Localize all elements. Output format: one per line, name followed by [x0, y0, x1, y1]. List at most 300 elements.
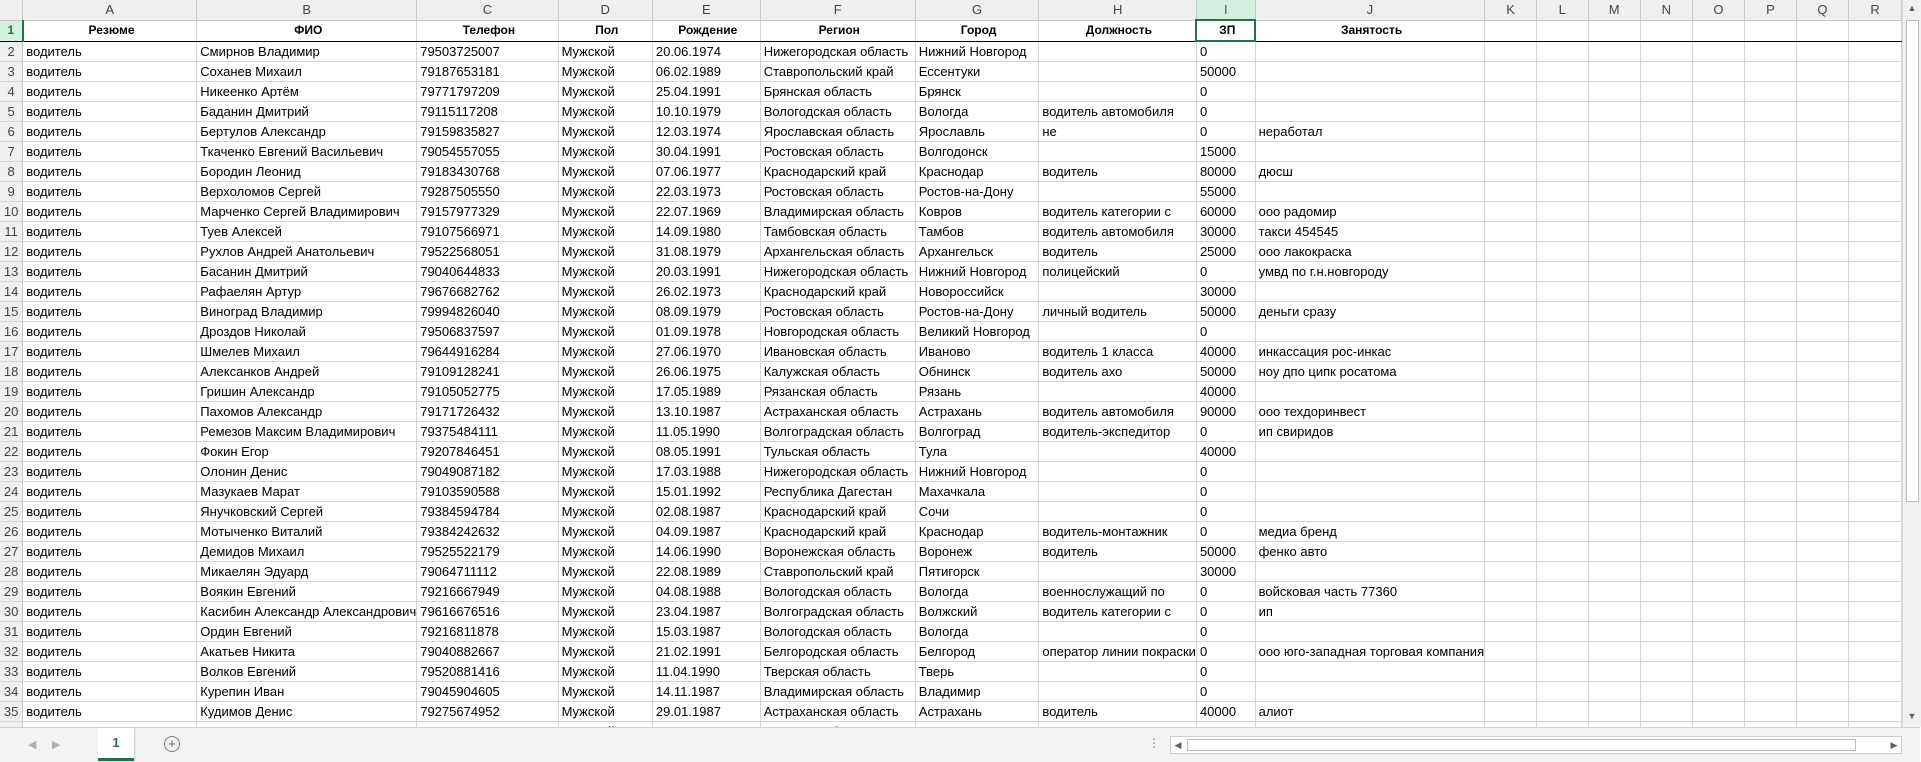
scroll-down-icon[interactable]: ▼ [1907, 711, 1917, 721]
cell[interactable]: инкассация рос-инкас [1255, 342, 1485, 362]
empty-cell[interactable] [1588, 702, 1640, 722]
empty-cell[interactable] [1796, 142, 1848, 162]
cell[interactable]: Басанин Дмитрий [197, 262, 417, 282]
empty-cell[interactable] [1692, 382, 1744, 402]
horizontal-scrollbar[interactable] [1170, 736, 1902, 754]
cell[interactable]: Мужской [558, 82, 652, 102]
cell[interactable]: Вологодская область [760, 622, 915, 642]
cell[interactable]: 0 [1196, 622, 1255, 642]
empty-cell[interactable] [1692, 242, 1744, 262]
cell[interactable]: водитель [23, 542, 197, 562]
cell[interactable]: Микаелян Эдуард [197, 562, 417, 582]
cell[interactable] [1039, 82, 1197, 102]
cell[interactable]: водитель [23, 402, 197, 422]
cell[interactable]: 02.08.1987 [652, 502, 760, 522]
cell[interactable] [1255, 682, 1485, 702]
empty-cell[interactable] [1692, 602, 1744, 622]
cell[interactable]: водитель [23, 242, 197, 262]
cell[interactable]: Мужской [558, 702, 652, 722]
header-cell[interactable]: Пол [558, 20, 652, 41]
empty-cell[interactable] [1485, 442, 1537, 462]
empty-cell[interactable] [1640, 442, 1692, 462]
empty-cell[interactable] [1745, 702, 1797, 722]
empty-cell[interactable] [1485, 682, 1537, 702]
empty-cell[interactable] [1485, 562, 1537, 582]
cell[interactable]: Мужской [558, 202, 652, 222]
empty-cell[interactable] [1796, 362, 1848, 382]
empty-cell[interactable] [1849, 562, 1902, 582]
empty-cell[interactable] [1745, 102, 1797, 122]
cell[interactable]: Ткаченко Евгений Васильевич [197, 142, 417, 162]
scroll-left-icon[interactable]: ◀ [1174, 740, 1182, 750]
cell[interactable]: Верхоломов Сергей [197, 182, 417, 202]
empty-cell[interactable] [1536, 342, 1588, 362]
cell[interactable]: 79040882667 [417, 642, 558, 662]
empty-cell[interactable] [1692, 262, 1744, 282]
cell[interactable]: водитель [23, 182, 197, 202]
empty-cell[interactable] [1692, 502, 1744, 522]
empty-cell[interactable] [1640, 102, 1692, 122]
cell[interactable] [1039, 142, 1197, 162]
cell[interactable]: Тверская область [760, 662, 915, 682]
cell[interactable] [1039, 182, 1197, 202]
cell[interactable]: 0 [1196, 322, 1255, 342]
cell[interactable]: водитель категории с [1039, 202, 1197, 222]
column-header-h[interactable]: H [1039, 0, 1197, 20]
empty-cell[interactable] [1536, 542, 1588, 562]
header-cell[interactable]: Занятость [1255, 20, 1485, 41]
empty-cell[interactable] [1745, 82, 1797, 102]
cell[interactable]: Мужской [558, 162, 652, 182]
cell[interactable]: Новороссийск [915, 282, 1039, 302]
cell[interactable]: 25000 [1196, 242, 1255, 262]
cell[interactable]: Волгодонск [915, 142, 1039, 162]
cell[interactable]: Кудимов Денис [197, 702, 417, 722]
empty-cell[interactable] [1796, 622, 1848, 642]
empty-cell[interactable] [1640, 162, 1692, 182]
empty-cell[interactable] [1796, 442, 1848, 462]
empty-cell[interactable] [1849, 222, 1902, 242]
cell[interactable]: Воронежская область [760, 542, 915, 562]
empty-cell[interactable] [1640, 182, 1692, 202]
empty-cell[interactable] [1536, 662, 1588, 682]
empty-cell[interactable] [1485, 62, 1537, 82]
empty-cell[interactable] [1849, 41, 1902, 62]
cell[interactable]: Белгород [915, 642, 1039, 662]
empty-cell[interactable] [1485, 102, 1537, 122]
cell[interactable]: ооо юго-западная торговая компания [1255, 642, 1485, 662]
empty-cell[interactable] [1640, 702, 1692, 722]
cell[interactable]: Ессентуки [915, 62, 1039, 82]
row-header[interactable]: 6 [0, 122, 23, 142]
cell[interactable]: водитель [23, 502, 197, 522]
empty-cell[interactable] [1849, 542, 1902, 562]
empty-cell[interactable] [1485, 522, 1537, 542]
empty-cell[interactable] [1692, 522, 1744, 542]
cell[interactable]: ооо лакокраска [1255, 242, 1485, 262]
empty-cell[interactable] [1796, 602, 1848, 622]
vertical-scroll-thumb[interactable] [1906, 20, 1919, 502]
empty-cell[interactable] [1485, 222, 1537, 242]
empty-cell[interactable] [1849, 402, 1902, 422]
cell[interactable]: Рязань [915, 382, 1039, 402]
cell[interactable]: водитель [1039, 242, 1197, 262]
row-header[interactable]: 17 [0, 342, 23, 362]
empty-cell[interactable] [1485, 122, 1537, 142]
cell[interactable]: Вологда [915, 582, 1039, 602]
row-header[interactable]: 13 [0, 262, 23, 282]
more-options-icon[interactable]: ⋮ [1148, 736, 1160, 750]
empty-cell[interactable] [1588, 122, 1640, 142]
cell[interactable]: водитель [23, 702, 197, 722]
empty-cell[interactable] [1745, 582, 1797, 602]
cell[interactable]: 79103590588 [417, 482, 558, 502]
cell[interactable]: Мужской [558, 62, 652, 82]
cell[interactable]: Нижегородская область [760, 462, 915, 482]
cell[interactable]: 15.01.1992 [652, 482, 760, 502]
empty-cell[interactable] [1485, 262, 1537, 282]
empty-cell[interactable] [1796, 122, 1848, 142]
empty-cell[interactable] [1745, 522, 1797, 542]
cell[interactable]: 31.08.1979 [652, 242, 760, 262]
empty-cell[interactable] [1849, 442, 1902, 462]
empty-cell[interactable] [1536, 462, 1588, 482]
cell[interactable]: Бертулов Александр [197, 122, 417, 142]
cell[interactable]: 79107566971 [417, 222, 558, 242]
cell[interactable]: 50000 [1196, 362, 1255, 382]
empty-cell[interactable] [1796, 522, 1848, 542]
column-header-e[interactable]: E [652, 0, 760, 20]
empty-cell[interactable] [1745, 662, 1797, 682]
empty-cell[interactable] [1796, 262, 1848, 282]
empty-cell[interactable] [1745, 302, 1797, 322]
cell[interactable]: 0 [1196, 602, 1255, 622]
empty-cell[interactable] [1485, 82, 1537, 102]
empty-cell[interactable] [1588, 322, 1640, 342]
cell[interactable]: полицейский [1039, 262, 1197, 282]
cell[interactable]: Воронеж [915, 542, 1039, 562]
empty-cell[interactable] [1796, 182, 1848, 202]
cell[interactable] [1039, 562, 1197, 582]
empty-cell[interactable] [1588, 282, 1640, 302]
cell[interactable]: Брянская область [760, 82, 915, 102]
empty-cell[interactable] [1640, 122, 1692, 142]
empty-cell[interactable] [1796, 62, 1848, 82]
column-header-m[interactable]: M [1588, 0, 1640, 20]
cell[interactable]: 60000 [1196, 202, 1255, 222]
cell[interactable]: водитель [23, 522, 197, 542]
empty-cell[interactable] [1796, 242, 1848, 262]
column-header-d[interactable]: D [558, 0, 652, 20]
cell[interactable]: 40000 [1196, 382, 1255, 402]
cell[interactable]: Мужской [558, 222, 652, 242]
empty-cell[interactable] [1692, 562, 1744, 582]
empty-cell[interactable] [1485, 41, 1537, 62]
row-header[interactable]: 20 [0, 402, 23, 422]
cell[interactable]: алиот [1255, 702, 1485, 722]
cell[interactable]: Ростовская область [760, 182, 915, 202]
cell[interactable] [1255, 82, 1485, 102]
empty-cell[interactable] [1796, 582, 1848, 602]
empty-cell[interactable] [1692, 222, 1744, 242]
row-header[interactable]: 12 [0, 242, 23, 262]
cell[interactable]: 79676682762 [417, 282, 558, 302]
empty-cell[interactable] [1692, 302, 1744, 322]
cell[interactable]: 79275674952 [417, 702, 558, 722]
cell[interactable]: Туев Алексей [197, 222, 417, 242]
empty-cell[interactable] [1849, 382, 1902, 402]
empty-cell[interactable] [1640, 522, 1692, 542]
cell[interactable]: Бородин Леонид [197, 162, 417, 182]
cell[interactable]: водитель категории с [1039, 602, 1197, 622]
header-cell[interactable]: Город [915, 20, 1039, 41]
select-all-corner[interactable] [0, 0, 23, 20]
cell[interactable] [1255, 322, 1485, 342]
cell[interactable]: водитель [23, 622, 197, 642]
cell[interactable]: такси 454545 [1255, 222, 1485, 242]
row-header[interactable]: 29 [0, 582, 23, 602]
first-sheet-icon[interactable]: ◀ [28, 739, 37, 751]
cell[interactable]: Сочи [915, 502, 1039, 522]
header-cell[interactable]: Должность [1039, 20, 1197, 41]
cell[interactable]: 14.11.1987 [652, 682, 760, 702]
scroll-right-icon[interactable]: ▶ [1890, 740, 1898, 750]
cell[interactable]: водитель [1039, 162, 1197, 182]
row-header[interactable]: 23 [0, 462, 23, 482]
cell[interactable]: 14.09.1980 [652, 222, 760, 242]
empty-cell[interactable] [1588, 62, 1640, 82]
cell[interactable]: Нижегородская область [760, 41, 915, 62]
cell[interactable]: Тамбовская область [760, 222, 915, 242]
row-header[interactable]: 16 [0, 322, 23, 342]
cell[interactable]: 50000 [1196, 302, 1255, 322]
empty-cell[interactable] [1692, 622, 1744, 642]
empty-cell[interactable] [1536, 41, 1588, 62]
empty-cell[interactable] [1849, 662, 1902, 682]
cell[interactable]: 79159835827 [417, 122, 558, 142]
empty-cell[interactable] [1796, 382, 1848, 402]
row-header[interactable]: 25 [0, 502, 23, 522]
empty-cell[interactable] [1692, 41, 1744, 62]
cell[interactable]: водитель [23, 342, 197, 362]
column-header-g[interactable]: G [915, 0, 1039, 20]
cell[interactable] [1255, 662, 1485, 682]
cell[interactable]: водитель автомобиля [1039, 402, 1197, 422]
cell[interactable]: водитель [23, 142, 197, 162]
cell[interactable]: водитель 1 класса [1039, 342, 1197, 362]
empty-cell[interactable] [1849, 642, 1902, 662]
empty-cell[interactable] [1536, 522, 1588, 542]
empty-cell[interactable] [1796, 482, 1848, 502]
cell[interactable]: Астрахань [915, 402, 1039, 422]
empty-cell[interactable] [1588, 242, 1640, 262]
empty-cell[interactable] [1640, 602, 1692, 622]
empty-cell[interactable] [1588, 102, 1640, 122]
empty-cell[interactable] [1640, 482, 1692, 502]
empty-cell[interactable] [1849, 122, 1902, 142]
empty-cell[interactable] [1536, 242, 1588, 262]
empty-cell[interactable] [1536, 502, 1588, 522]
empty-cell[interactable] [1485, 362, 1537, 382]
empty-cell[interactable] [1485, 182, 1537, 202]
sheet-tab-1[interactable]: 1 [98, 728, 134, 761]
cell[interactable]: Гришин Александр [197, 382, 417, 402]
cell[interactable]: 17.03.1988 [652, 462, 760, 482]
cell[interactable]: Иваново [915, 342, 1039, 362]
empty-cell[interactable] [1485, 20, 1537, 41]
row-header[interactable]: 21 [0, 422, 23, 442]
empty-cell[interactable] [1796, 282, 1848, 302]
empty-cell[interactable] [1796, 642, 1848, 662]
empty-cell[interactable] [1640, 222, 1692, 242]
empty-cell[interactable] [1692, 20, 1744, 41]
cell[interactable]: водитель [23, 662, 197, 682]
cell[interactable]: водитель [1039, 542, 1197, 562]
empty-cell[interactable] [1796, 342, 1848, 362]
row-header[interactable]: 15 [0, 302, 23, 322]
empty-cell[interactable] [1692, 642, 1744, 662]
cell[interactable] [1255, 462, 1485, 482]
cell[interactable]: 79105052775 [417, 382, 558, 402]
cell[interactable] [1039, 462, 1197, 482]
cell[interactable]: Мужской [558, 562, 652, 582]
empty-cell[interactable] [1796, 20, 1848, 41]
empty-cell[interactable] [1692, 82, 1744, 102]
cell[interactable]: Мужской [558, 342, 652, 362]
cell[interactable]: Соханев Михаил [197, 62, 417, 82]
empty-cell[interactable] [1745, 362, 1797, 382]
empty-cell[interactable] [1640, 682, 1692, 702]
cell[interactable]: водитель [23, 222, 197, 242]
column-header-i[interactable]: I [1196, 0, 1255, 20]
empty-cell[interactable] [1640, 382, 1692, 402]
empty-cell[interactable] [1588, 82, 1640, 102]
empty-cell[interactable] [1745, 20, 1797, 41]
empty-cell[interactable] [1849, 20, 1902, 41]
cell[interactable]: 04.08.1988 [652, 582, 760, 602]
cell[interactable]: Фокин Егор [197, 442, 417, 462]
empty-cell[interactable] [1536, 162, 1588, 182]
cell[interactable]: Мужской [558, 642, 652, 662]
empty-cell[interactable] [1536, 622, 1588, 642]
empty-cell[interactable] [1536, 382, 1588, 402]
cell[interactable]: 22.03.1973 [652, 182, 760, 202]
empty-cell[interactable] [1849, 282, 1902, 302]
cell[interactable]: 0 [1196, 522, 1255, 542]
empty-cell[interactable] [1485, 622, 1537, 642]
empty-cell[interactable] [1796, 102, 1848, 122]
column-header-p[interactable]: P [1745, 0, 1797, 20]
cell[interactable]: Владимирская область [760, 202, 915, 222]
empty-cell[interactable] [1588, 522, 1640, 542]
cell[interactable]: 79216667949 [417, 582, 558, 602]
empty-cell[interactable] [1536, 302, 1588, 322]
empty-cell[interactable] [1536, 562, 1588, 582]
cell[interactable]: 20.03.1991 [652, 262, 760, 282]
empty-cell[interactable] [1588, 382, 1640, 402]
cell[interactable]: ооо техдоринвест [1255, 402, 1485, 422]
empty-cell[interactable] [1588, 402, 1640, 422]
empty-cell[interactable] [1640, 142, 1692, 162]
empty-cell[interactable] [1588, 642, 1640, 662]
cell[interactable]: Мужской [558, 502, 652, 522]
empty-cell[interactable] [1588, 622, 1640, 642]
cell[interactable]: Краснодар [915, 522, 1039, 542]
cell[interactable] [1039, 622, 1197, 642]
empty-cell[interactable] [1640, 402, 1692, 422]
cell[interactable]: 79183430768 [417, 162, 558, 182]
empty-cell[interactable] [1640, 422, 1692, 442]
empty-cell[interactable] [1536, 202, 1588, 222]
cell[interactable]: водитель [23, 262, 197, 282]
cell[interactable]: ип [1255, 602, 1485, 622]
cell[interactable]: неработал [1255, 122, 1485, 142]
cell[interactable]: 29.01.1987 [652, 702, 760, 722]
cell[interactable]: Новгородская область [760, 322, 915, 342]
cell[interactable]: Демидов Михаил [197, 542, 417, 562]
cell[interactable]: 30000 [1196, 562, 1255, 582]
cell[interactable]: водитель [23, 562, 197, 582]
empty-cell[interactable] [1640, 20, 1692, 41]
column-header-n[interactable]: N [1640, 0, 1692, 20]
cell[interactable]: 79384242632 [417, 522, 558, 542]
cell[interactable]: 30.04.1991 [652, 142, 760, 162]
cell[interactable]: Волгоградская область [760, 602, 915, 622]
cell[interactable]: 40000 [1196, 342, 1255, 362]
cell[interactable] [1039, 41, 1197, 62]
cell[interactable]: Ростовская область [760, 302, 915, 322]
cell[interactable]: водитель [23, 62, 197, 82]
row-header[interactable]: 33 [0, 662, 23, 682]
add-sheet-icon[interactable]: + [164, 736, 180, 752]
empty-cell[interactable] [1536, 142, 1588, 162]
cell[interactable]: 11.05.1990 [652, 422, 760, 442]
cell[interactable]: Тверь [915, 662, 1039, 682]
empty-cell[interactable] [1745, 142, 1797, 162]
cell[interactable]: Акатьев Никита [197, 642, 417, 662]
cell[interactable]: Мужской [558, 462, 652, 482]
cell[interactable]: Обнинск [915, 362, 1039, 382]
empty-cell[interactable] [1849, 622, 1902, 642]
cell[interactable]: Мужской [558, 322, 652, 342]
empty-cell[interactable] [1536, 422, 1588, 442]
empty-cell[interactable] [1485, 302, 1537, 322]
empty-cell[interactable] [1692, 662, 1744, 682]
empty-cell[interactable] [1849, 182, 1902, 202]
cell[interactable]: Ростовская область [760, 142, 915, 162]
cell[interactable]: 30000 [1196, 282, 1255, 302]
header-cell[interactable]: Телефон [417, 20, 558, 41]
empty-cell[interactable] [1796, 402, 1848, 422]
empty-cell[interactable] [1588, 142, 1640, 162]
empty-cell[interactable] [1588, 462, 1640, 482]
empty-cell[interactable] [1640, 62, 1692, 82]
cell[interactable]: 79109128241 [417, 362, 558, 382]
empty-cell[interactable] [1849, 262, 1902, 282]
empty-cell[interactable] [1849, 482, 1902, 502]
cell[interactable]: 79157977329 [417, 202, 558, 222]
cell[interactable]: водитель [23, 682, 197, 702]
cell[interactable]: деньги сразу [1255, 302, 1485, 322]
empty-cell[interactable] [1588, 41, 1640, 62]
empty-cell[interactable] [1849, 202, 1902, 222]
cell[interactable]: Курепин Иван [197, 682, 417, 702]
cell[interactable]: водитель-монтажник [1039, 522, 1197, 542]
cell[interactable]: водитель [23, 422, 197, 442]
cell[interactable]: 0 [1196, 582, 1255, 602]
empty-cell[interactable] [1745, 642, 1797, 662]
column-header-c[interactable]: C [417, 0, 558, 20]
